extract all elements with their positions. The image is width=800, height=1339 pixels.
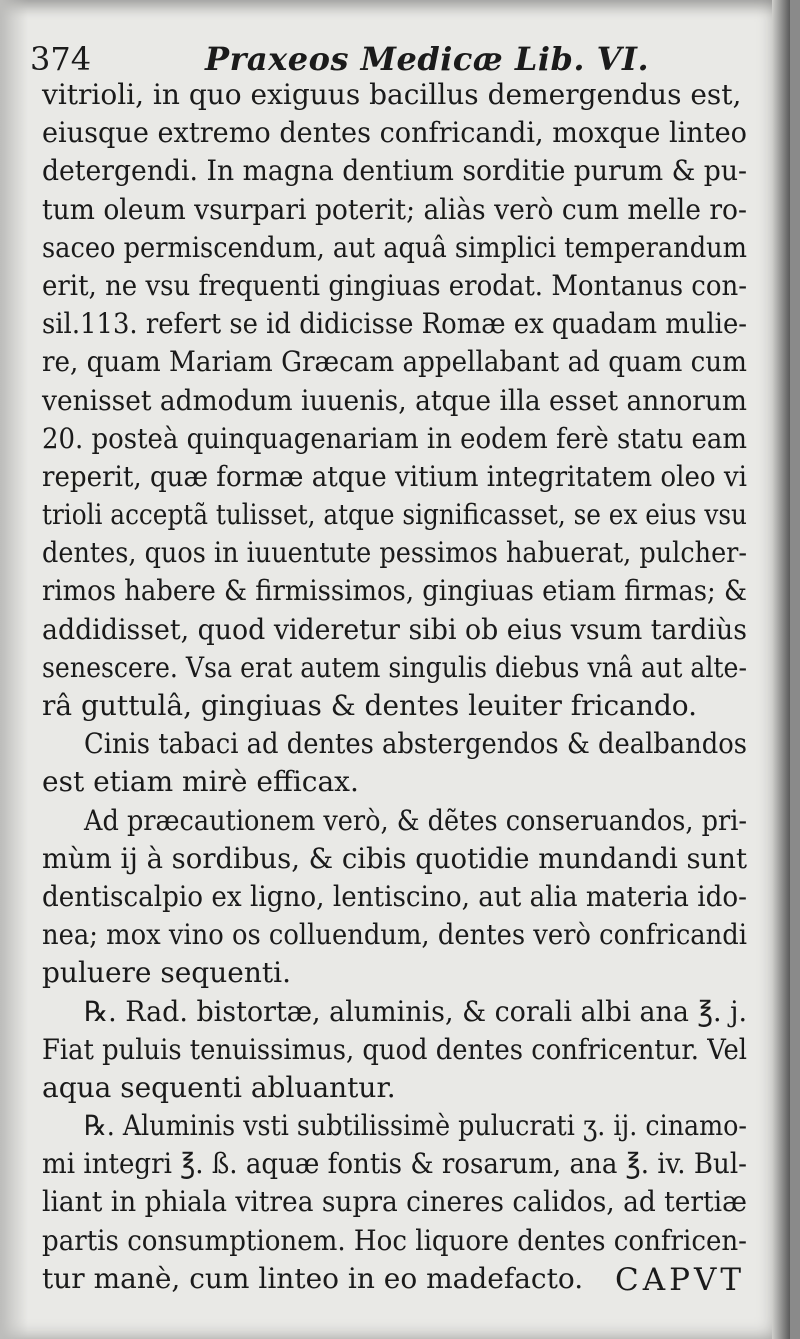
- text-line: re, quam Mariam Græcam appellabant ad quam cum: [42, 345, 747, 379]
- text-line: tum oleum vsurpari poterit; aliàs verò cum melle ro-: [42, 192, 747, 226]
- text-line: trioli acceptã tulisset, atque significasset, se ex eius vsu: [42, 498, 747, 532]
- text-line: 20. posteà quinquagenariam in eodem ferè statu eam: [42, 421, 747, 455]
- text-line: partis consumptionem. Hoc liquore dentes confricen-: [42, 1223, 747, 1257]
- text-line: eiusque extremo dentes confricandi, moxque linteo: [42, 116, 747, 150]
- text-line: saceo permiscendum, aut aquâ simplici temperandum: [42, 230, 747, 264]
- text-line: ℞. Aluminis vsti subtilissimè pulucrati ʒ. ij. cinamo-: [84, 1109, 747, 1143]
- text-line: mùm ij à sordibus, & cibis quotidie mundandi sunt: [42, 841, 747, 875]
- text-line: venisset admodum iuuenis, atque illa esset annorum: [42, 383, 747, 417]
- text-line: Cinis tabaci ad dentes abstergendos & dealbandos: [84, 727, 747, 761]
- page-gutter-shadow: [0, 0, 28, 1339]
- text-line: senescere. Vsa erat autem singulis diebus vnâ aut alte-: [42, 650, 747, 684]
- text-line: erit, ne vsu frequenti gingiuas erodat. Montanus con-: [42, 268, 747, 302]
- body-text: [42, 76, 747, 1298]
- text-line: dentiscalpio ex ligno, lentiscino, aut alia materia ido-: [42, 879, 747, 913]
- text-line: râ guttulâ, gingiuas & dentes leuiter fricando.: [42, 689, 698, 722]
- text-line: addidisset, quod videretur sibi ob eius vsum tardiùs: [42, 612, 747, 646]
- text-line: Fiat puluis tenuissimus, quod dentes confricentur. Vel: [42, 1032, 747, 1066]
- text-line: sil.113. refert se id didicisse Romæ ex quadam mulie-: [42, 307, 747, 341]
- text-line: tur manè, cum linteo in eo madefacto.: [42, 1261, 584, 1295]
- text-line: mi integri ℥. ß. aquæ fontis & rosarum, ana ℥. iv. Bul-: [42, 1147, 747, 1181]
- page-number: 374: [30, 40, 92, 78]
- text-line: ℞. Rad. bistortæ, aluminis, & corali albi ana ℥. j.: [84, 994, 747, 1028]
- text-line: aqua sequenti abluantur.: [42, 1070, 396, 1104]
- text-line: liant in phiala vitrea supra cineres calidos, ad tertiæ: [42, 1185, 747, 1219]
- text-line: nea; mox vino os colluendum, dentes verò confricandi: [42, 918, 747, 952]
- running-title: Praxeos Medicæ Lib. VI.: [205, 40, 650, 78]
- text-line: vitrioli, in quo exiguus bacillus demergendus est,: [42, 78, 742, 111]
- text-line: est etiam mirè efficax.: [42, 765, 359, 799]
- text-line: puluere sequenti.: [42, 956, 291, 990]
- text-line: detergendi. In magna dentium sorditie purum & pu-: [42, 154, 747, 188]
- text-line: Ad præcautionem verò, & dẽtes conseruandos, pri-: [84, 803, 747, 837]
- catchword: CAPVT: [615, 1262, 746, 1298]
- text-line: dentes, quos in iuuentute pessimos habuerat, pulcher-: [42, 536, 747, 570]
- text-line: reperit, quæ formæ atque vitium integritatem oleo vi: [42, 459, 747, 493]
- text-line: rimos habere & firmissimos, gingiuas etiam firmas; &: [42, 574, 747, 608]
